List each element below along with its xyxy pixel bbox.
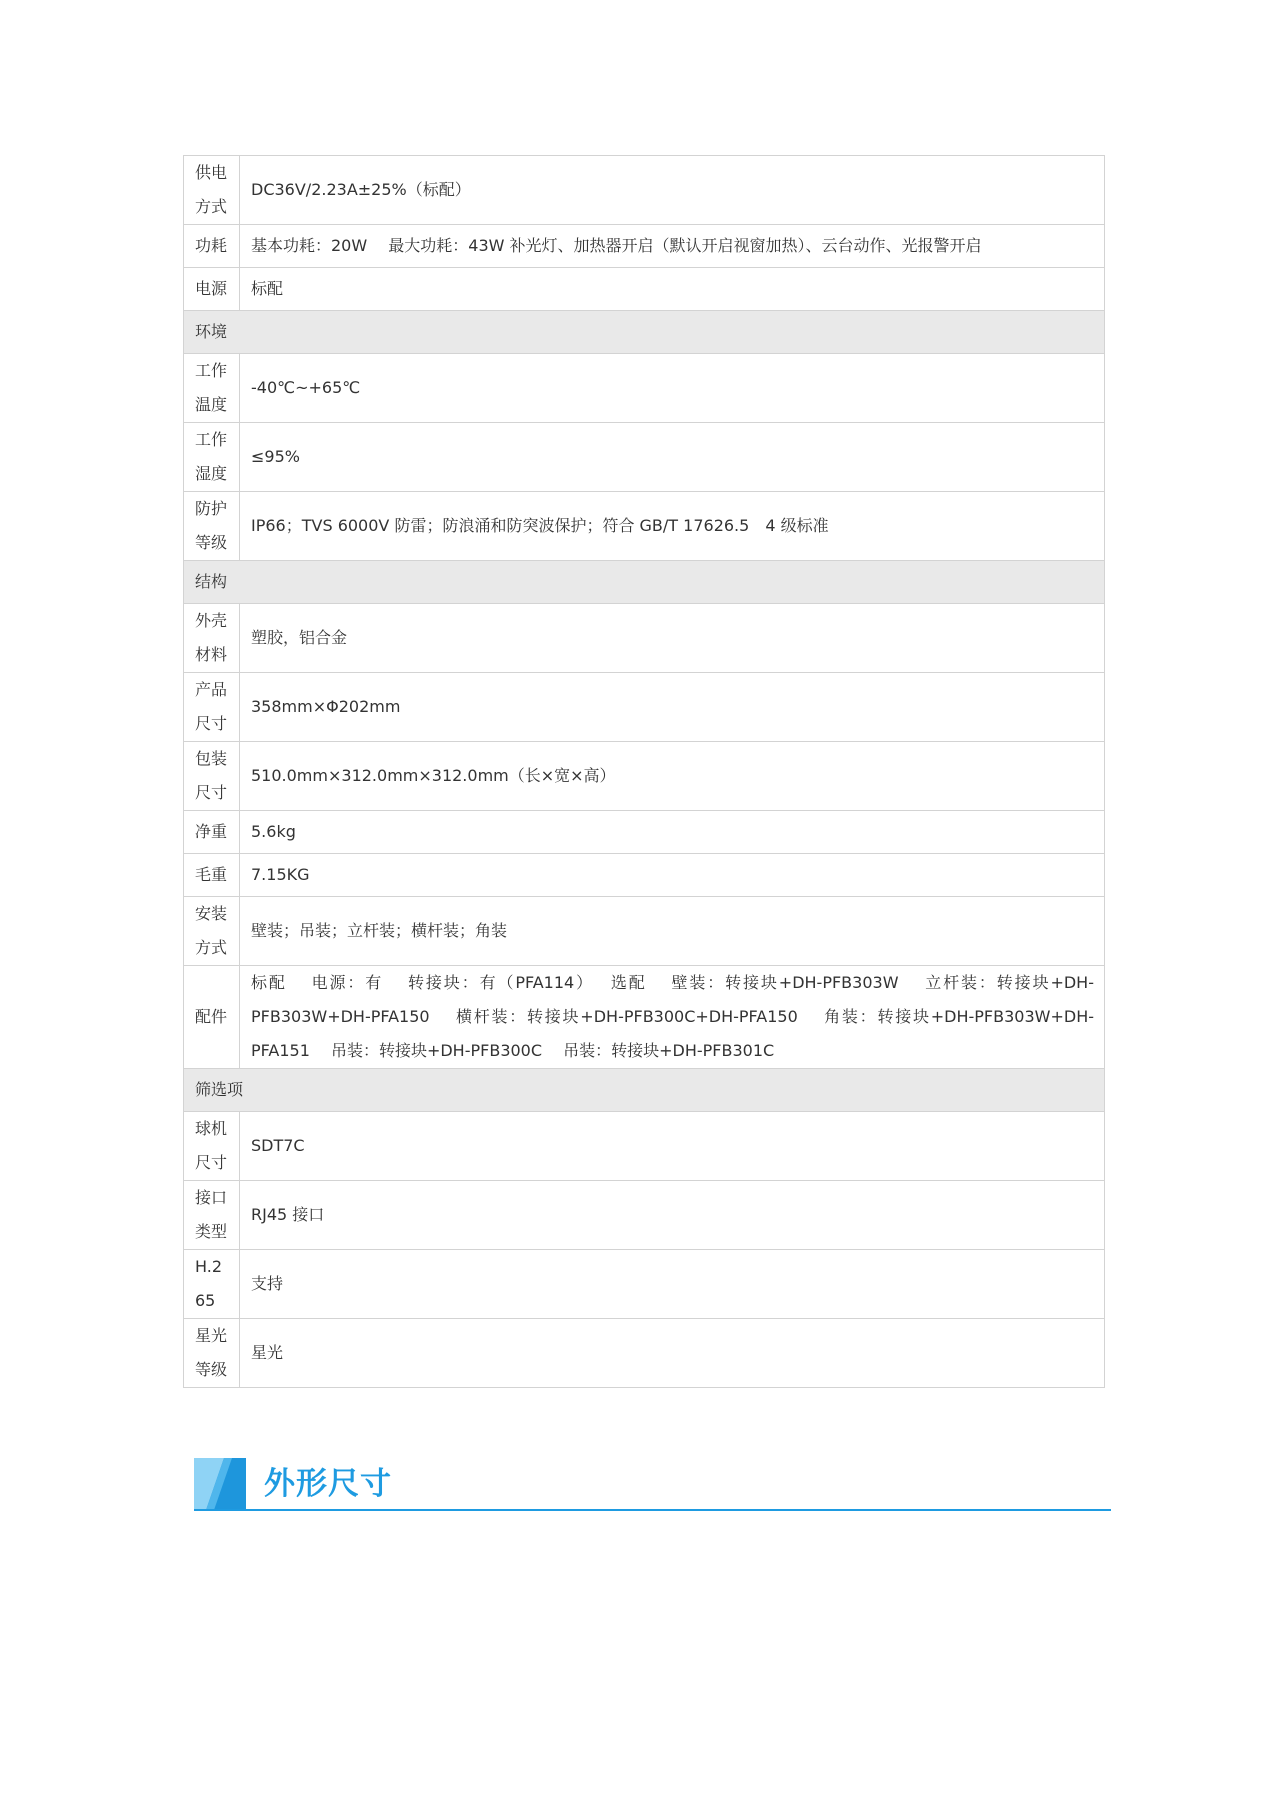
spec-value: 基本功耗：20W 最大功耗：43W 补光灯、加热器开启（默认开启视窗加热）、云台动作、光报警开启	[240, 225, 1105, 268]
spec-label: 防护等级	[184, 492, 240, 561]
spec-row-h265	[184, 1250, 1105, 1319]
spec-value: -40℃~+65℃	[240, 354, 1105, 423]
spec-row-protection-rating	[184, 492, 1105, 561]
section-heading	[194, 1458, 1111, 1512]
spec-table	[183, 155, 1105, 1388]
spec-label: 电源	[184, 268, 240, 311]
section-label: 筛选项	[184, 1069, 1105, 1112]
spec-label: 配件	[184, 966, 240, 1069]
spec-row-product-dimensions	[184, 673, 1105, 742]
spec-row-power-adapter	[184, 268, 1105, 311]
spec-value: ≤95%	[240, 423, 1105, 492]
spec-label: 毛重	[184, 854, 240, 897]
spec-label: 球机尺寸	[184, 1112, 240, 1181]
spec-value: 标配 电源：有 转接块：有（PFA114） 选配 壁装：转接块+DH-PFB303W 立杆装：转接块+DH-PFB303W+DH-PFA150 横杆装：转接块+DH-PFB300C+DH-PFA150 角装：转接块+DH-PFB303W+DH-PFA151 吊装：转接块+DH-PFB300C 吊装：转接块+DH-PFB301C	[240, 966, 1105, 1069]
spec-row-net-weight	[184, 811, 1105, 854]
spec-label: 工作湿度	[184, 423, 240, 492]
spec-row-gross-weight	[184, 854, 1105, 897]
spec-label: 净重	[184, 811, 240, 854]
spec-label: 产品尺寸	[184, 673, 240, 742]
spec-row-accessories	[184, 966, 1105, 1069]
spec-value: 塑胶，铝合金	[240, 604, 1105, 673]
spec-value: RJ45 接口	[240, 1181, 1105, 1250]
spec-value: 支持	[240, 1250, 1105, 1319]
spec-row-operating-humidity	[184, 423, 1105, 492]
spec-label: H.265	[184, 1250, 240, 1319]
spec-label: 功耗	[184, 225, 240, 268]
spec-label: 包装尺寸	[184, 742, 240, 811]
section-label: 结构	[184, 561, 1105, 604]
spec-row-starlight-level	[184, 1319, 1105, 1388]
heading-underline	[194, 1509, 1111, 1511]
spec-label: 安装方式	[184, 897, 240, 966]
spec-value: DC36V/2.23A±25%（标配）	[240, 156, 1105, 225]
spec-value: 壁装；吊装；立杆装；横杆装；角装	[240, 897, 1105, 966]
spec-row-dome-size	[184, 1112, 1105, 1181]
section-row-environment	[184, 311, 1105, 354]
section-row-structure	[184, 561, 1105, 604]
spec-value: 星光	[240, 1319, 1105, 1388]
spec-value: 7.15KG	[240, 854, 1105, 897]
spec-label: 外壳材料	[184, 604, 240, 673]
spec-row-power-consumption	[184, 225, 1105, 268]
spec-value: SDT7C	[240, 1112, 1105, 1181]
spec-label: 工作温度	[184, 354, 240, 423]
spec-table-container	[183, 155, 1105, 1388]
spec-value: IP66；TVS 6000V 防雷；防浪涌和防突波保护；符合 GB/T 17626.5 4 级标准	[240, 492, 1105, 561]
spec-row-package-dimensions	[184, 742, 1105, 811]
spec-label: 星光等级	[184, 1319, 240, 1388]
spec-row-interface-type	[184, 1181, 1105, 1250]
spec-row-installation	[184, 897, 1105, 966]
spec-row-power-supply	[184, 156, 1105, 225]
spec-value: 510.0mm×312.0mm×312.0mm（长×宽×高）	[240, 742, 1105, 811]
heading-title: 外形尺寸	[264, 1466, 392, 1502]
spec-value: 5.6kg	[240, 811, 1105, 854]
heading-marker-icon	[194, 1458, 246, 1510]
spec-row-housing-material	[184, 604, 1105, 673]
spec-row-operating-temperature	[184, 354, 1105, 423]
spec-value: 标配	[240, 268, 1105, 311]
section-label: 环境	[184, 311, 1105, 354]
spec-label: 接口类型	[184, 1181, 240, 1250]
spec-value: 358mm×Φ202mm	[240, 673, 1105, 742]
spec-label: 供电方式	[184, 156, 240, 225]
section-row-filters	[184, 1069, 1105, 1112]
